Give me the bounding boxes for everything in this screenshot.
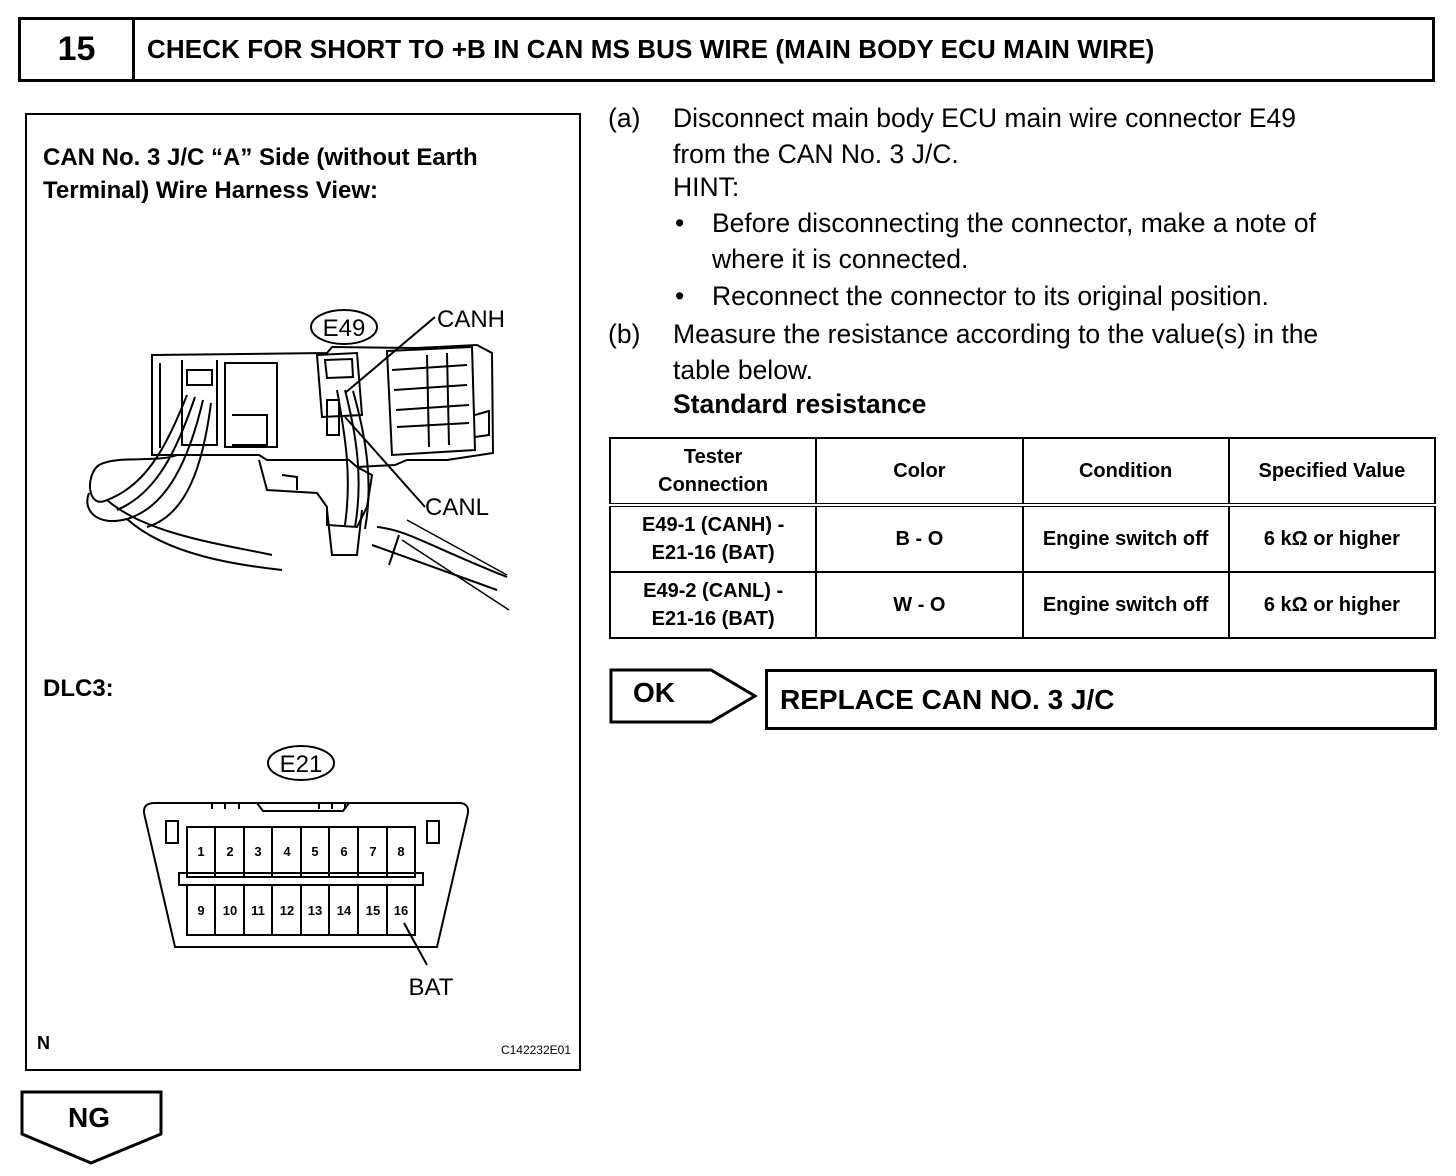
pin-10: 10 <box>222 903 238 918</box>
dlc3-pin-numbers <box>197 844 408 918</box>
figure-caption-line: CAN No. 3 J/C “A” Side (without Earth <box>43 144 478 171</box>
canl-label: CANL <box>425 494 490 521</box>
ng-label: NG <box>68 1102 110 1133</box>
header-condition: Condition <box>1023 438 1229 505</box>
resistance-table <box>609 437 1436 639</box>
step-number: 15 <box>21 20 135 79</box>
cell-tester-connection <box>610 572 816 638</box>
bullet-1-line2: where it is connected. <box>712 244 969 274</box>
pin-12: 12 <box>279 903 295 918</box>
instruction-a-line1: Disconnect main body ECU main wire connector E49 <box>673 103 1297 133</box>
ok-result-box: REPLACE CAN NO. 3 J/C <box>765 669 1437 730</box>
figure-panel <box>25 113 581 1071</box>
cell-line: E21-16 (BAT) <box>651 608 775 630</box>
dlc3-caption: DLC3: <box>43 675 114 702</box>
pin-1: 1 <box>197 844 205 859</box>
header-line: Connection <box>658 474 769 496</box>
pin-7: 7 <box>369 844 377 859</box>
pin-13: 13 <box>307 903 323 918</box>
pin-16: 16 <box>393 903 409 918</box>
bullet-2: Reconnect the connector to its original position. <box>712 281 1269 311</box>
figure-caption-line: Terminal) Wire Harness View: <box>43 177 379 204</box>
pin-9: 9 <box>197 903 205 918</box>
header-specified-value: Specified Value <box>1229 438 1435 505</box>
e21-label: E21 <box>279 751 323 778</box>
e49-label: E49 <box>322 315 366 342</box>
bullet-marker: • <box>675 281 685 311</box>
cell-specified-value: 6 kΩ or higher <box>1229 572 1435 638</box>
cell-line: E49-1 (CANH) - <box>642 514 785 536</box>
cell-condition: Engine switch off <box>1023 572 1229 638</box>
cell-line: E21-16 (BAT) <box>651 542 775 564</box>
cell-condition: Engine switch off <box>1023 505 1229 572</box>
pin-2: 2 <box>226 844 234 859</box>
table-row <box>610 505 1435 572</box>
instruction-a-marker: (a) <box>608 103 641 133</box>
instruction-b-line2: table below. <box>673 355 813 385</box>
bat-label: BAT <box>408 974 454 1001</box>
pin-11: 11 <box>251 903 265 918</box>
cell-color: W - O <box>816 572 1022 638</box>
header-color: Color <box>816 438 1022 505</box>
header-line: Tester <box>683 446 743 468</box>
instruction-b-marker: (b) <box>608 319 641 349</box>
connector-illustration <box>87 345 509 610</box>
instruction-a-line2: from the CAN No. 3 J/C. <box>673 139 959 169</box>
header-tester-connection <box>610 438 816 505</box>
bullet-marker: • <box>675 208 685 238</box>
instruction-b-line1: Measure the resistance according to the value(s) in the <box>673 319 1319 349</box>
ok-arrow-icon <box>609 668 759 728</box>
cell-specified-value: 6 kΩ or higher <box>1229 505 1435 572</box>
corner-mark: N <box>37 1033 50 1053</box>
figure-drawing <box>27 115 583 1073</box>
dlc3-connector <box>144 803 468 947</box>
standard-resistance-title: Standard resistance <box>673 389 927 419</box>
pin-14: 14 <box>336 903 352 918</box>
bullet-1-line1: Before disconnecting the connector, make a note of <box>712 208 1317 238</box>
ok-label: OK <box>633 677 675 708</box>
step-header <box>18 17 1435 82</box>
pin-15: 15 <box>365 903 381 918</box>
table-header-row <box>610 438 1435 505</box>
table-row <box>610 572 1435 638</box>
step-title: CHECK FOR SHORT TO +B IN CAN MS BUS WIRE (MAIN BODY ECU MAIN WIRE) <box>147 34 1155 64</box>
canh-label: CANH <box>437 306 506 333</box>
cell-color: B - O <box>816 505 1022 572</box>
hint-label: HINT: <box>673 172 740 202</box>
pin-3: 3 <box>254 844 262 859</box>
cell-tester-connection <box>610 505 816 572</box>
cell-line: E49-2 (CANL) - <box>643 580 784 602</box>
pin-5: 5 <box>311 844 319 859</box>
pin-6: 6 <box>340 844 348 859</box>
pin-4: 4 <box>283 844 291 859</box>
pin-8: 8 <box>397 844 405 859</box>
figure-code: C142232E01 <box>500 1043 571 1057</box>
